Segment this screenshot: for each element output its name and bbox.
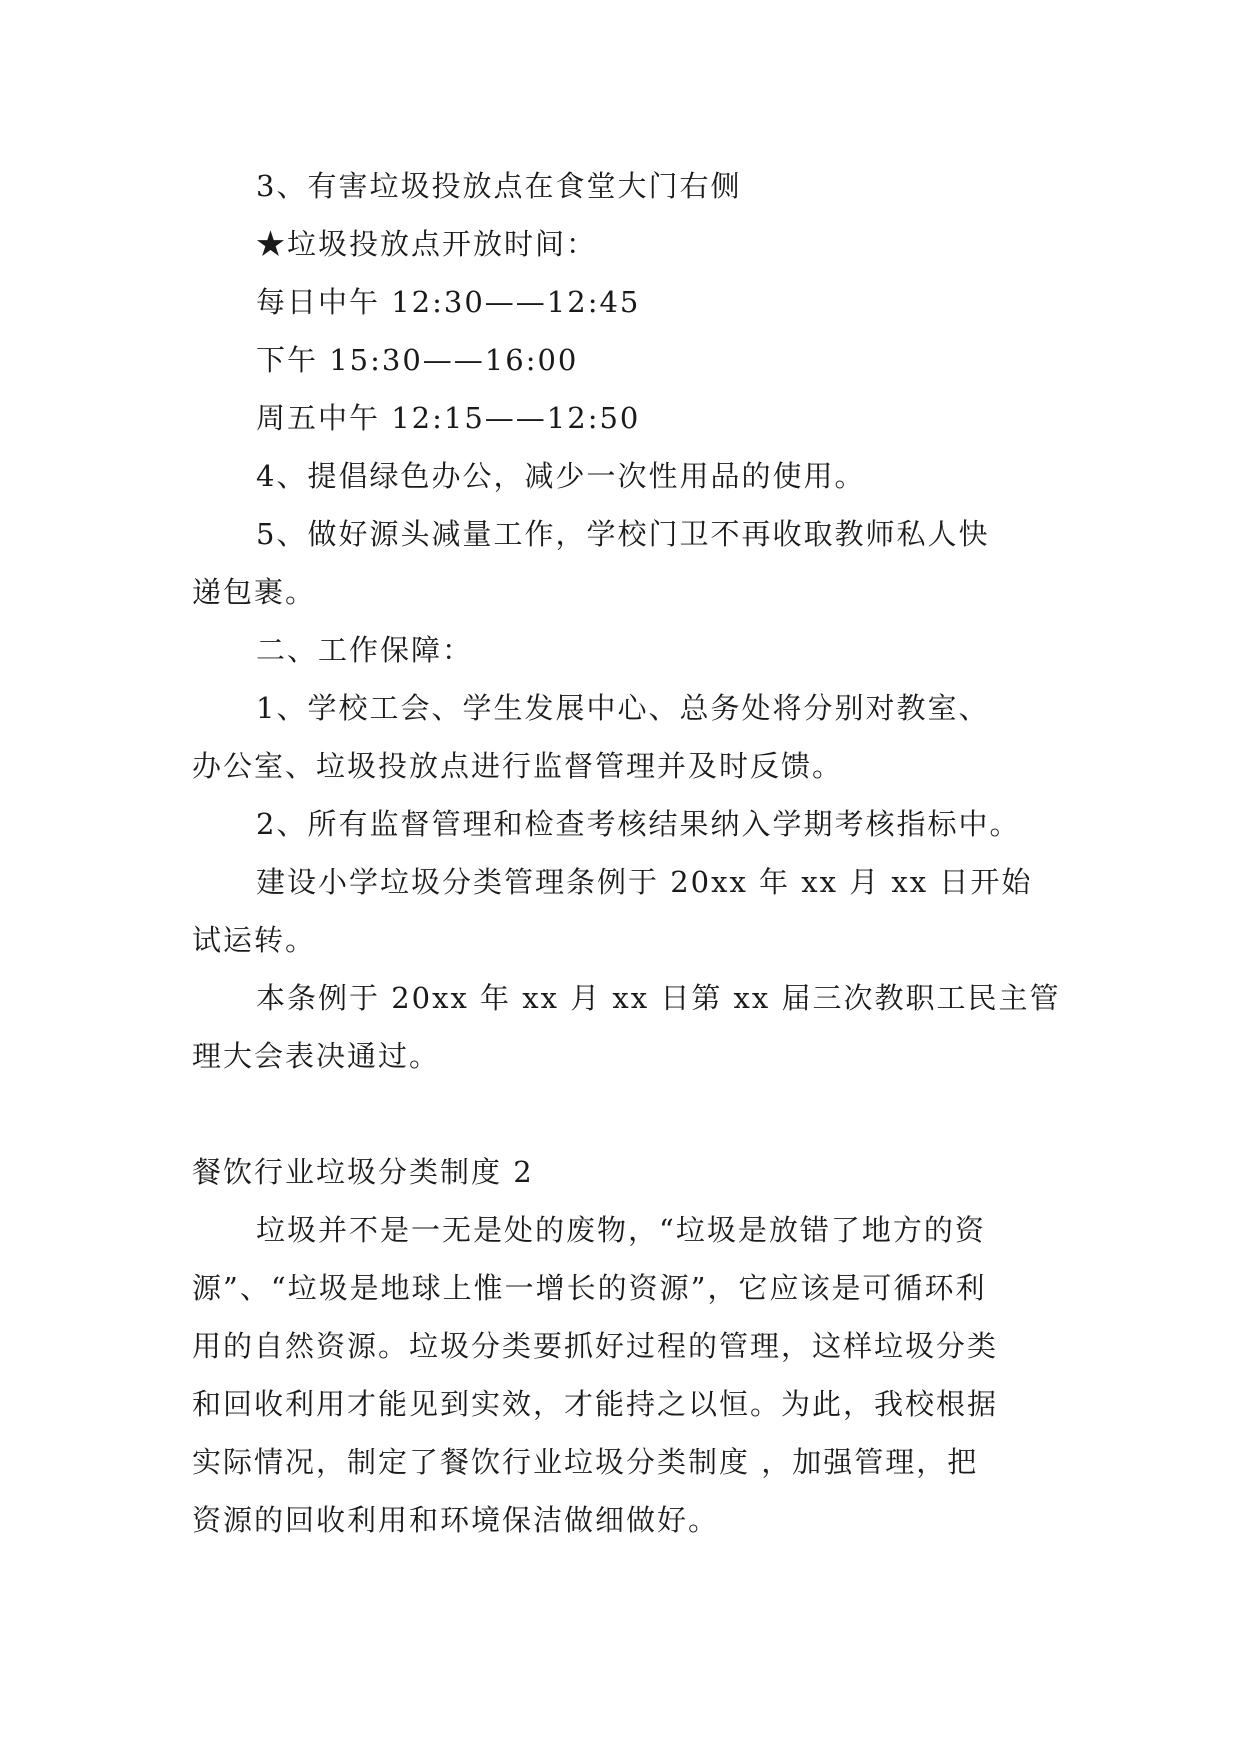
- paragraph-line: 递包裹。: [192, 575, 317, 609]
- paragraph-line: 理大会表决通过。: [192, 1039, 441, 1073]
- paragraph-line: 用的自然资源。垃圾分类要抓好过程的管理，这样垃圾分类: [192, 1329, 999, 1363]
- section-heading: 二、工作保障：: [256, 633, 474, 667]
- section-spacer: [192, 1085, 1052, 1143]
- section2-block: [192, 1201, 1052, 1549]
- paragraph-line: 和回收利用才能见到实效，才能持之以恒。为此，我校根据: [192, 1387, 999, 1421]
- paragraph-line: 2、所有监督管理和检查考核结果纳入学期考核指标中。: [256, 807, 1021, 841]
- paragraph-line: ★垃圾投放点开放时间：: [256, 227, 598, 261]
- paragraph-line: 5、做好源头减量工作，学校门卫不再收取教师私人快: [256, 517, 990, 551]
- document-body: [192, 157, 1061, 1549]
- paragraph-line: 1、学校工会、学生发展中心、总务处将分别对教室、: [256, 691, 990, 725]
- paragraph-line: 本条例于 20xx 年 xx 月 xx 日第 xx 届三次教职工民主管: [256, 981, 1061, 1015]
- part1-block: [192, 157, 1061, 1085]
- paragraph-line: 每日中午 12:30——12:45: [256, 285, 641, 319]
- paragraph-line: 办公室、垃圾投放点进行监督管理并及时反馈。: [192, 749, 844, 783]
- paragraph-line: 源”、“垃圾是地球上惟一增长的资源”，它应该是可循环利: [192, 1271, 987, 1305]
- section-title: 餐饮行业垃圾分类制度 2: [192, 1155, 534, 1189]
- paragraph-line: 建设小学垃圾分类管理条例于 20xx 年 xx 月 xx 日开始: [256, 865, 1033, 899]
- paragraph-line: 实际情况，制定了餐饮行业垃圾分类制度 ，加强管理，把: [192, 1445, 979, 1479]
- paragraph-line: 4、提倡绿色办公，减少一次性用品的使用。: [256, 459, 866, 493]
- paragraph-line: 资源的回收利用和环境保洁做细做好。: [192, 1503, 720, 1537]
- paragraph-line: 试运转。: [192, 923, 317, 957]
- paragraph-line: 下午 15:30——16:00: [256, 343, 579, 377]
- paragraph-line: 垃圾并不是一无是处的废物，“垃圾是放错了地方的资: [256, 1213, 986, 1247]
- paragraph-line: 3、有害垃圾投放点在食堂大门右侧: [256, 169, 742, 203]
- paragraph-line: 周五中午 12:15——12:50: [256, 401, 641, 435]
